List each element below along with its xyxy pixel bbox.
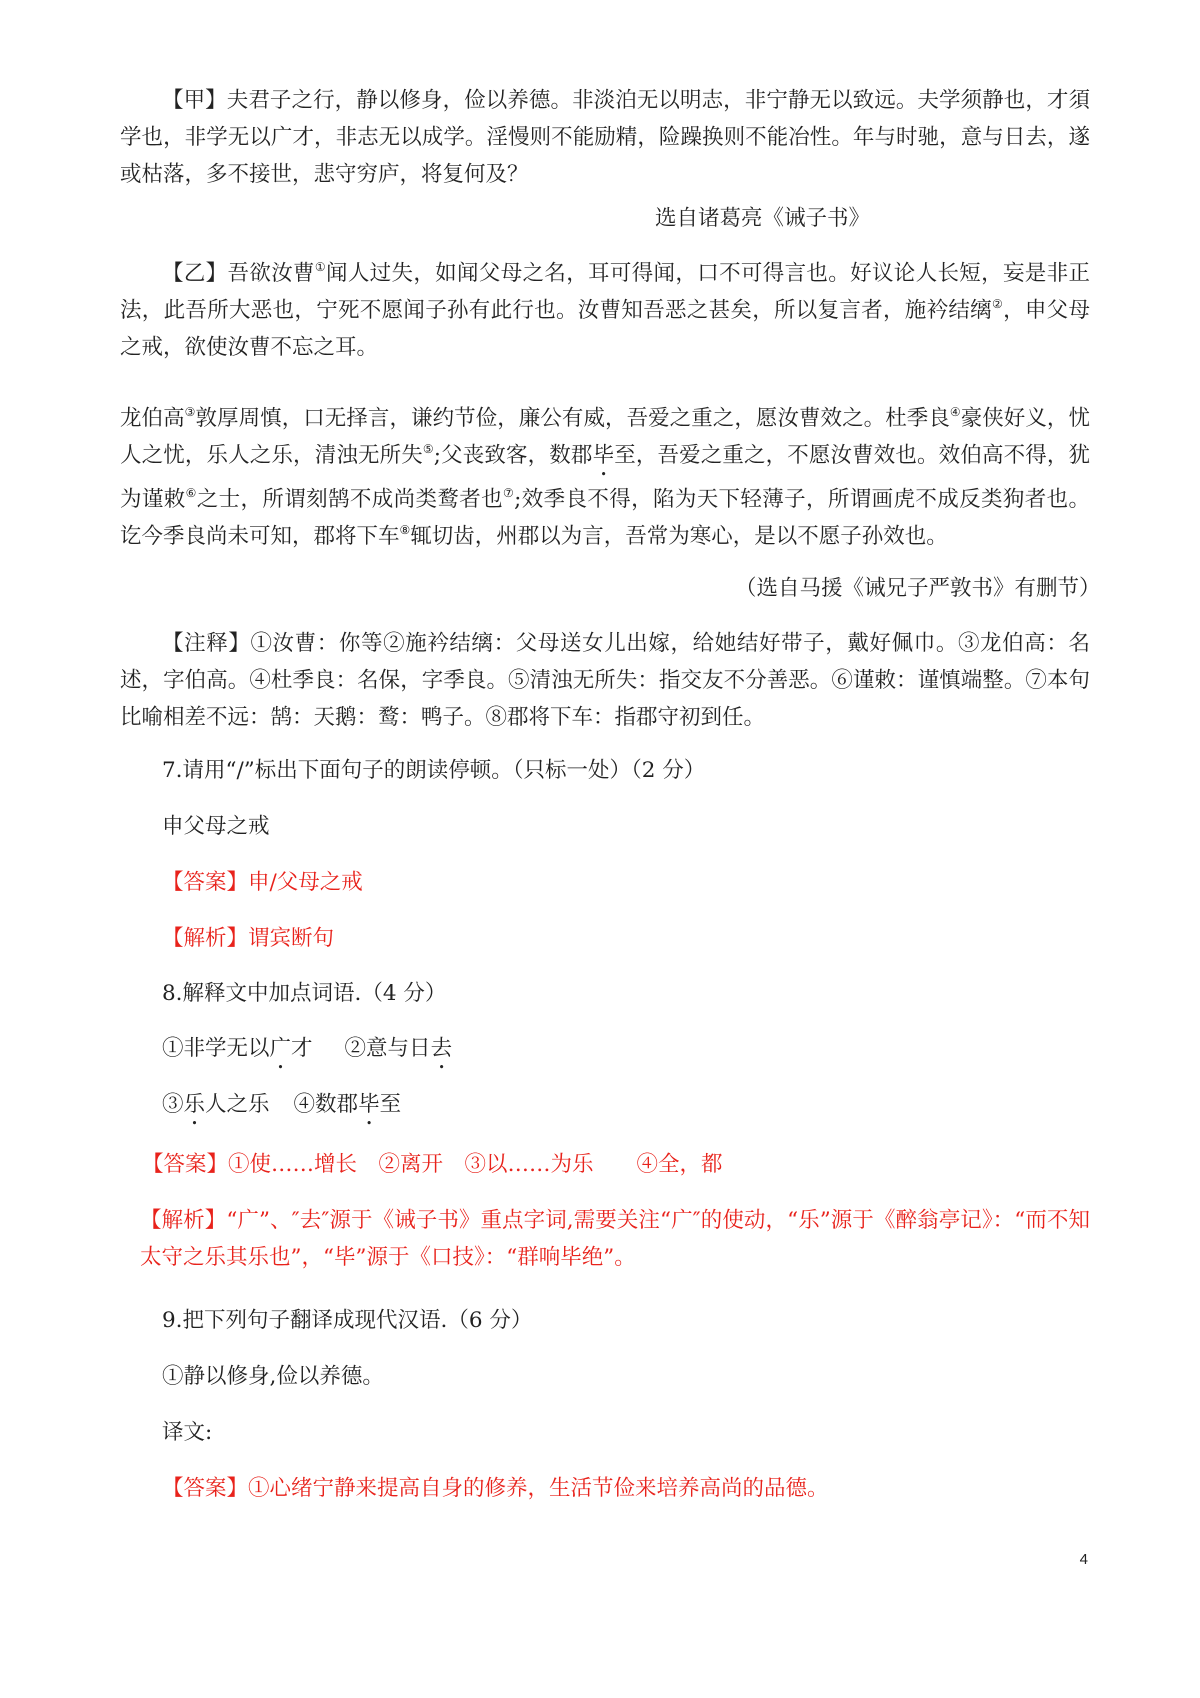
question-8-items-row-2: ③乐人之乐 ④数郡毕至 (162, 1092, 402, 1117)
question-7-sentence: 申父母之戒 (162, 814, 270, 839)
passage-yi-paragraph-2: 龙伯高③敦厚周慎，口无择言，谦约节俭，廉公有威，吾爱之重之，愿汝曹效之。杜季良④豪侠好义，忧人之忧，乐人之乐，清浊无所失⑤;父丧致客，数郡毕至，吾爱之重之，不愿汝曹效也。效伯高不得，犹为谨敕⑥之士，所谓刻鹄不成尚类鹜者也⑦;效季良不得，陷为天下轻薄子，所谓画虎不成反类狗者也。讫今季良尚未可知，郡将下车⑧辄切齿，州郡以为言，吾常为寒心，是以不愿子孙效也。 (120, 405, 1090, 549)
page-number: 4 (1079, 1551, 1088, 1568)
question-8-answer: 【答案】①使……增长 ②离开 ③以……为乐 ④全，都 (142, 1152, 723, 1177)
passage-jia: 【甲】夫君子之行，静以修身，俭以养德。非淡泊无以明志，非宁静无以致远。夫学须静也，才須学也，非学无以广才，非志无以成学。淫慢则不能励精，险躁换则不能冶性。年与时驰，意与日去，遂或枯落，多不接世，悲守穷庐，将复何及？ (120, 88, 1090, 187)
annotations: 【注释】①汝曹：你等②施衿结缡：父母送女儿出嫁，给她结好带子，戴好佩巾。③龙伯高：名述，字伯高。④杜季良：名保，字季良。⑤清浊无所失：指交友不分善恶。⑥谨敕：谨慎端整。⑦本句比喻相差不远：鹄：天鹅：鹜：鸭子。⑧郡将下车：指郡守初到任。 (120, 631, 1090, 730)
dotted-char: 毕 (358, 1092, 380, 1117)
question-7-analysis: 【解析】谓宾断句 (162, 926, 335, 951)
source-jia: 选自诸葛亮《诫子书》 (655, 206, 871, 231)
question-9-answer: 【答案】①心绪宁静来提高自身的修养，生活节俭来培养高尚的品德。 (162, 1476, 829, 1501)
question-8-items-row-1: ①非学无以广才 ②意与日去 (162, 1036, 453, 1061)
dotted-char: 广 (269, 1036, 292, 1061)
dotted-char: 乐 (183, 1092, 206, 1117)
dotted-char: 去 (430, 1036, 453, 1061)
source-yi: （选自马援《诫兄子严敦书》有删节） (735, 576, 1101, 601)
question-9-translation-label: 译文: (162, 1420, 213, 1445)
question-9-sentence: ①静以修身,俭以养德。 (162, 1364, 384, 1389)
question-8: 8.解释文中加点词语.（4 分） (162, 981, 447, 1006)
passage-yi-paragraph-1: 【乙】吾欲汝曹①闻人过失，如闻父母之名，耳可得闻，口不可得言也。好议论人长短，妄是非正法，此吾所大恶也，宁死不愿闻子孙有此行也。汝曹知吾恶之甚矣，所以复言者，施衿结缡②，申父母之戒，欲使汝曹不忘之耳。 (120, 260, 1090, 360)
question-9: 9.把下列句子翻译成现代汉语.（6 分） (162, 1308, 533, 1333)
dotted-char: 毕 (592, 443, 615, 468)
question-7-answer: 【答案】申/父母之戒 (162, 870, 363, 895)
question-8-analysis: 【解析】“广”、″去″源于《诫子书》重点字词,需要关注“广″的使动，“乐”源于《醉翁亭记》：“而不知太守之乐其乐也”，“毕”源于《口技》：“群响毕绝”。 (140, 1208, 1090, 1270)
question-7: 7.请用“/”标出下面句子的朗读停顿。（只标一处）（2 分） (162, 758, 706, 783)
